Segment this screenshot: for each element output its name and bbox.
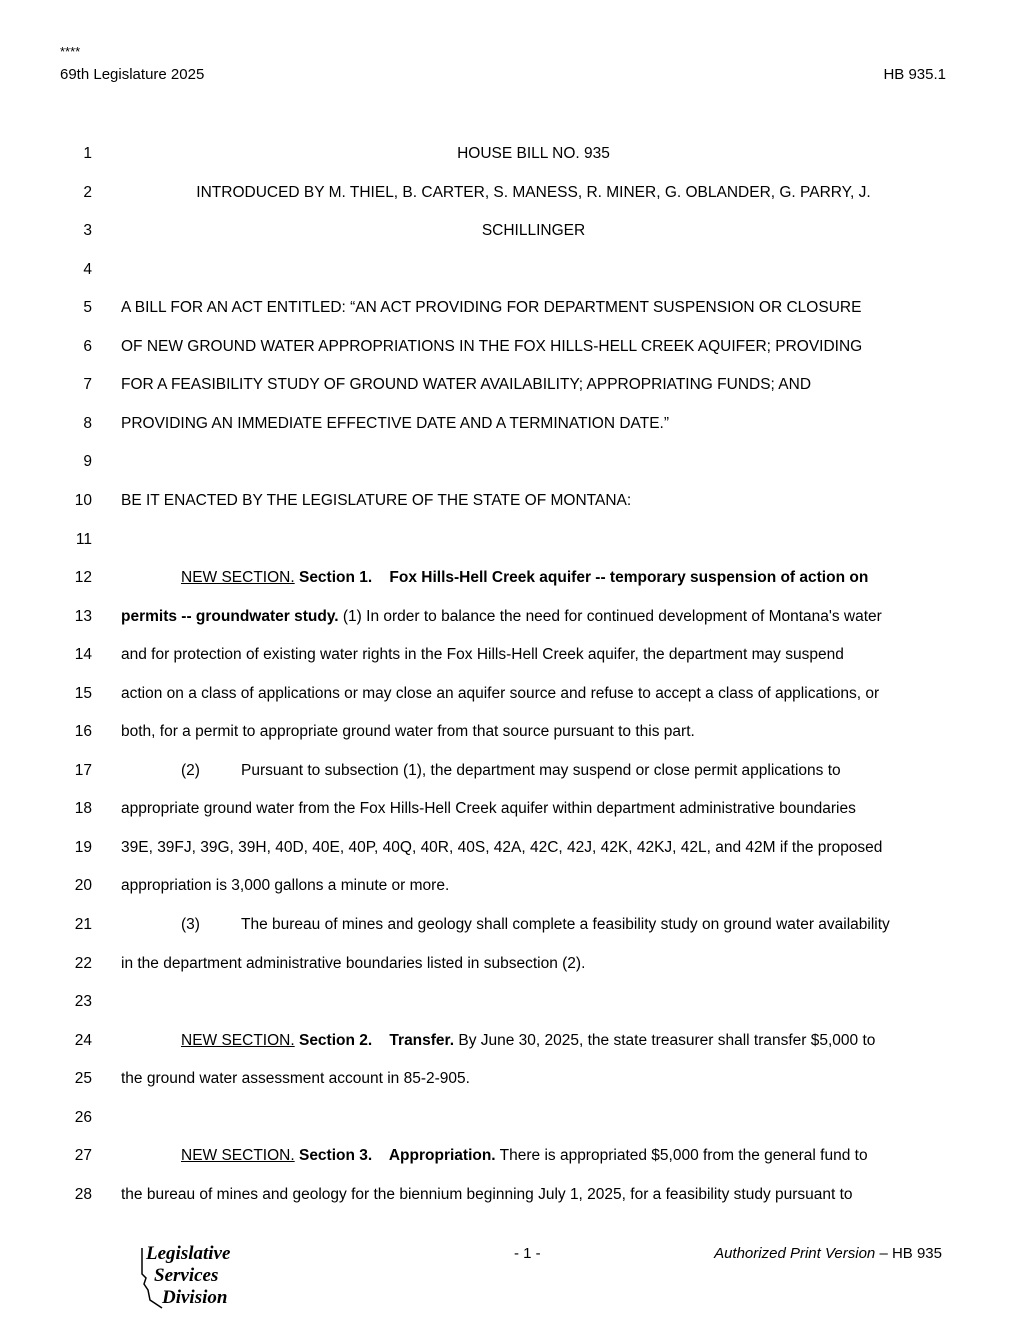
line-number: 27 — [74, 1147, 92, 1165]
line-text — [121, 913, 946, 937]
bill-line — [0, 296, 1024, 320]
line-text — [121, 1144, 946, 1168]
line-number: 16 — [74, 723, 92, 741]
line-content: There is appropriated $5,000 from the general fund to — [495, 1147, 868, 1165]
section-heading: permits -- groundwater study. — [121, 607, 339, 625]
bill-line — [0, 489, 1024, 513]
line-text — [121, 142, 946, 166]
bill-line — [0, 1183, 1024, 1207]
bill-line — [0, 528, 1024, 552]
new-section-marker: NEW SECTION. — [181, 1031, 295, 1049]
section-heading: Section 2. Transfer. — [294, 1031, 455, 1049]
bill-line — [0, 797, 1024, 821]
line-number: 20 — [74, 877, 92, 895]
line-content: BE IT ENACTED BY THE LEGISLATURE OF THE STATE OF MONTANA: — [121, 491, 632, 509]
line-content: the ground water assessment account in 85-2-905. — [121, 1070, 470, 1088]
section-heading: Section 3. Appropriation. — [294, 1147, 496, 1165]
line-number: 22 — [74, 954, 92, 972]
line-text — [121, 489, 946, 513]
line-text — [121, 720, 946, 744]
line-text — [121, 1029, 946, 1053]
line-content: HOUSE BILL NO. 935 — [457, 145, 610, 162]
page-number: - 1 - — [514, 1245, 541, 1262]
bill-line — [0, 1144, 1024, 1168]
line-text — [121, 759, 946, 783]
legislative-services-logo — [132, 1244, 252, 1316]
new-section-marker: NEW SECTION. — [181, 569, 295, 587]
line-number: 6 — [83, 337, 92, 355]
line-text — [121, 682, 946, 706]
line-text — [121, 566, 946, 590]
line-text — [121, 874, 946, 898]
line-number: 4 — [83, 260, 92, 278]
bill-line — [0, 219, 1024, 243]
line-text — [121, 412, 946, 436]
line-content: PROVIDING AN IMMEDIATE EFFECTIVE DATE AND A TERMINATION DATE.” — [121, 414, 670, 432]
authorized-print-version — [714, 1245, 942, 1262]
bill-line — [0, 1029, 1024, 1053]
line-text — [121, 181, 946, 205]
bill-line — [0, 258, 1024, 282]
bill-line — [0, 142, 1024, 166]
line-number: 2 — [83, 183, 92, 201]
line-number: 3 — [83, 222, 92, 240]
line-number: 15 — [74, 684, 92, 702]
bill-line — [0, 1106, 1024, 1130]
logo-line-legislative: Legislative — [146, 1243, 231, 1264]
line-number: 12 — [74, 569, 92, 587]
bill-line — [0, 682, 1024, 706]
line-number: 8 — [83, 414, 92, 432]
bill-line — [0, 1067, 1024, 1091]
bill-line — [0, 643, 1024, 667]
line-content: By June 30, 2025, the state treasurer shall transfer $5,000 to — [454, 1031, 876, 1049]
line-text — [121, 1067, 946, 1091]
line-content: (1) In order to balance the need for continued development of Montana's water — [338, 607, 882, 625]
bill-line — [0, 952, 1024, 976]
bill-line — [0, 913, 1024, 937]
line-number: 1 — [83, 145, 92, 162]
logo-line-division: Division — [162, 1287, 228, 1308]
logo-line-services: Services — [154, 1265, 219, 1286]
line-content: SCHILLINGER — [481, 222, 586, 240]
bill-line — [0, 373, 1024, 397]
line-number: 18 — [74, 800, 92, 818]
authorized-print-label: Authorized Print Version — [714, 1245, 876, 1262]
line-number: 5 — [83, 299, 92, 317]
line-content: in the department administrative boundaries listed in subsection (2). — [121, 954, 586, 972]
line-content: Pursuant to subsection (1), the department may suspend or close permit applications to — [241, 761, 841, 779]
line-content: and for protection of existing water rights in the Fox Hills-Hell Creek aquifer, the department may suspend — [121, 646, 844, 664]
section-heading: Section 1. Fox Hills-Hell Creek aquifer -- temporary suspension of action on — [294, 569, 869, 587]
line-text — [121, 373, 946, 397]
line-text — [121, 335, 946, 359]
line-text — [121, 952, 946, 976]
line-content: The bureau of mines and geology shall complete a feasibility study on ground water availability — [241, 916, 890, 933]
line-number: 14 — [74, 646, 92, 664]
line-number: 25 — [74, 1070, 92, 1088]
bill-line — [0, 874, 1024, 898]
line-number: 11 — [75, 530, 92, 548]
line-number: 21 — [74, 916, 92, 933]
line-content: INTRODUCED BY M. THIEL, B. CARTER, S. MANESS, R. MINER, G. OBLANDER, G. PARRY, J. — [196, 183, 871, 201]
bill-line — [0, 412, 1024, 436]
header-stars: **** — [60, 44, 81, 59]
line-number: 13 — [74, 607, 92, 625]
line-number: 19 — [74, 838, 92, 856]
line-content: A BILL FOR AN ACT ENTITLED: “AN ACT PROVIDING FOR DEPARTMENT SUSPENSION OR CLOSURE — [121, 299, 862, 317]
line-text — [121, 643, 946, 667]
line-number: 17 — [74, 761, 92, 779]
line-text — [121, 1183, 946, 1207]
bill-line — [0, 335, 1024, 359]
subsection-number: (2) — [181, 761, 200, 779]
line-number: 9 — [83, 453, 92, 471]
line-text — [121, 296, 946, 320]
line-number: 28 — [74, 1185, 92, 1203]
line-number: 10 — [74, 491, 92, 509]
bill-id-label: HB 935.1 — [883, 66, 946, 83]
bill-line — [0, 605, 1024, 629]
legislature-label: 69th Legislature 2025 — [60, 66, 205, 83]
bill-line — [0, 720, 1024, 744]
line-number: 24 — [74, 1031, 92, 1049]
line-text — [121, 605, 946, 629]
bill-line — [0, 566, 1024, 590]
bill-line — [0, 836, 1024, 860]
line-content: both, for a permit to appropriate ground water from that source pursuant to this part. — [121, 723, 695, 741]
line-content: 39E, 39FJ, 39G, 39H, 40D, 40E, 40P, 40Q, 40R, 40S, 42A, 42C, 42J, 42K, 42KJ, 42L, and 42M if the proposed — [121, 838, 883, 856]
bill-line — [0, 990, 1024, 1014]
line-text — [121, 797, 946, 821]
line-number: 23 — [74, 993, 92, 1011]
line-text — [121, 219, 946, 243]
line-content: action on a class of applications or may close an aquifer source and refuse to accept a class of applications, or — [121, 684, 880, 702]
line-content: OF NEW GROUND WATER APPROPRIATIONS IN THE FOX HILLS-HELL CREEK AQUIFER; PROVIDING — [121, 337, 863, 355]
line-number: 26 — [74, 1108, 92, 1126]
bill-line — [0, 759, 1024, 783]
line-content: the bureau of mines and geology for the biennium beginning July 1, 2025, for a feasibility study pursuant to — [121, 1185, 853, 1203]
new-section-marker: NEW SECTION. — [181, 1147, 295, 1165]
line-text — [121, 836, 946, 860]
bill-line — [0, 181, 1024, 205]
line-content: appropriation is 3,000 gallons a minute or more. — [121, 877, 450, 895]
authorized-print-bill: – HB 935 — [875, 1245, 942, 1262]
line-content: appropriate ground water from the Fox Hills-Hell Creek aquifer within department administrative boundaries — [121, 800, 856, 818]
bill-line — [0, 450, 1024, 474]
line-content: FOR A FEASIBILITY STUDY OF GROUND WATER AVAILABILITY; APPROPRIATING FUNDS; AND — [121, 376, 812, 394]
subsection-number: (3) — [181, 916, 200, 933]
line-number: 7 — [83, 376, 92, 394]
